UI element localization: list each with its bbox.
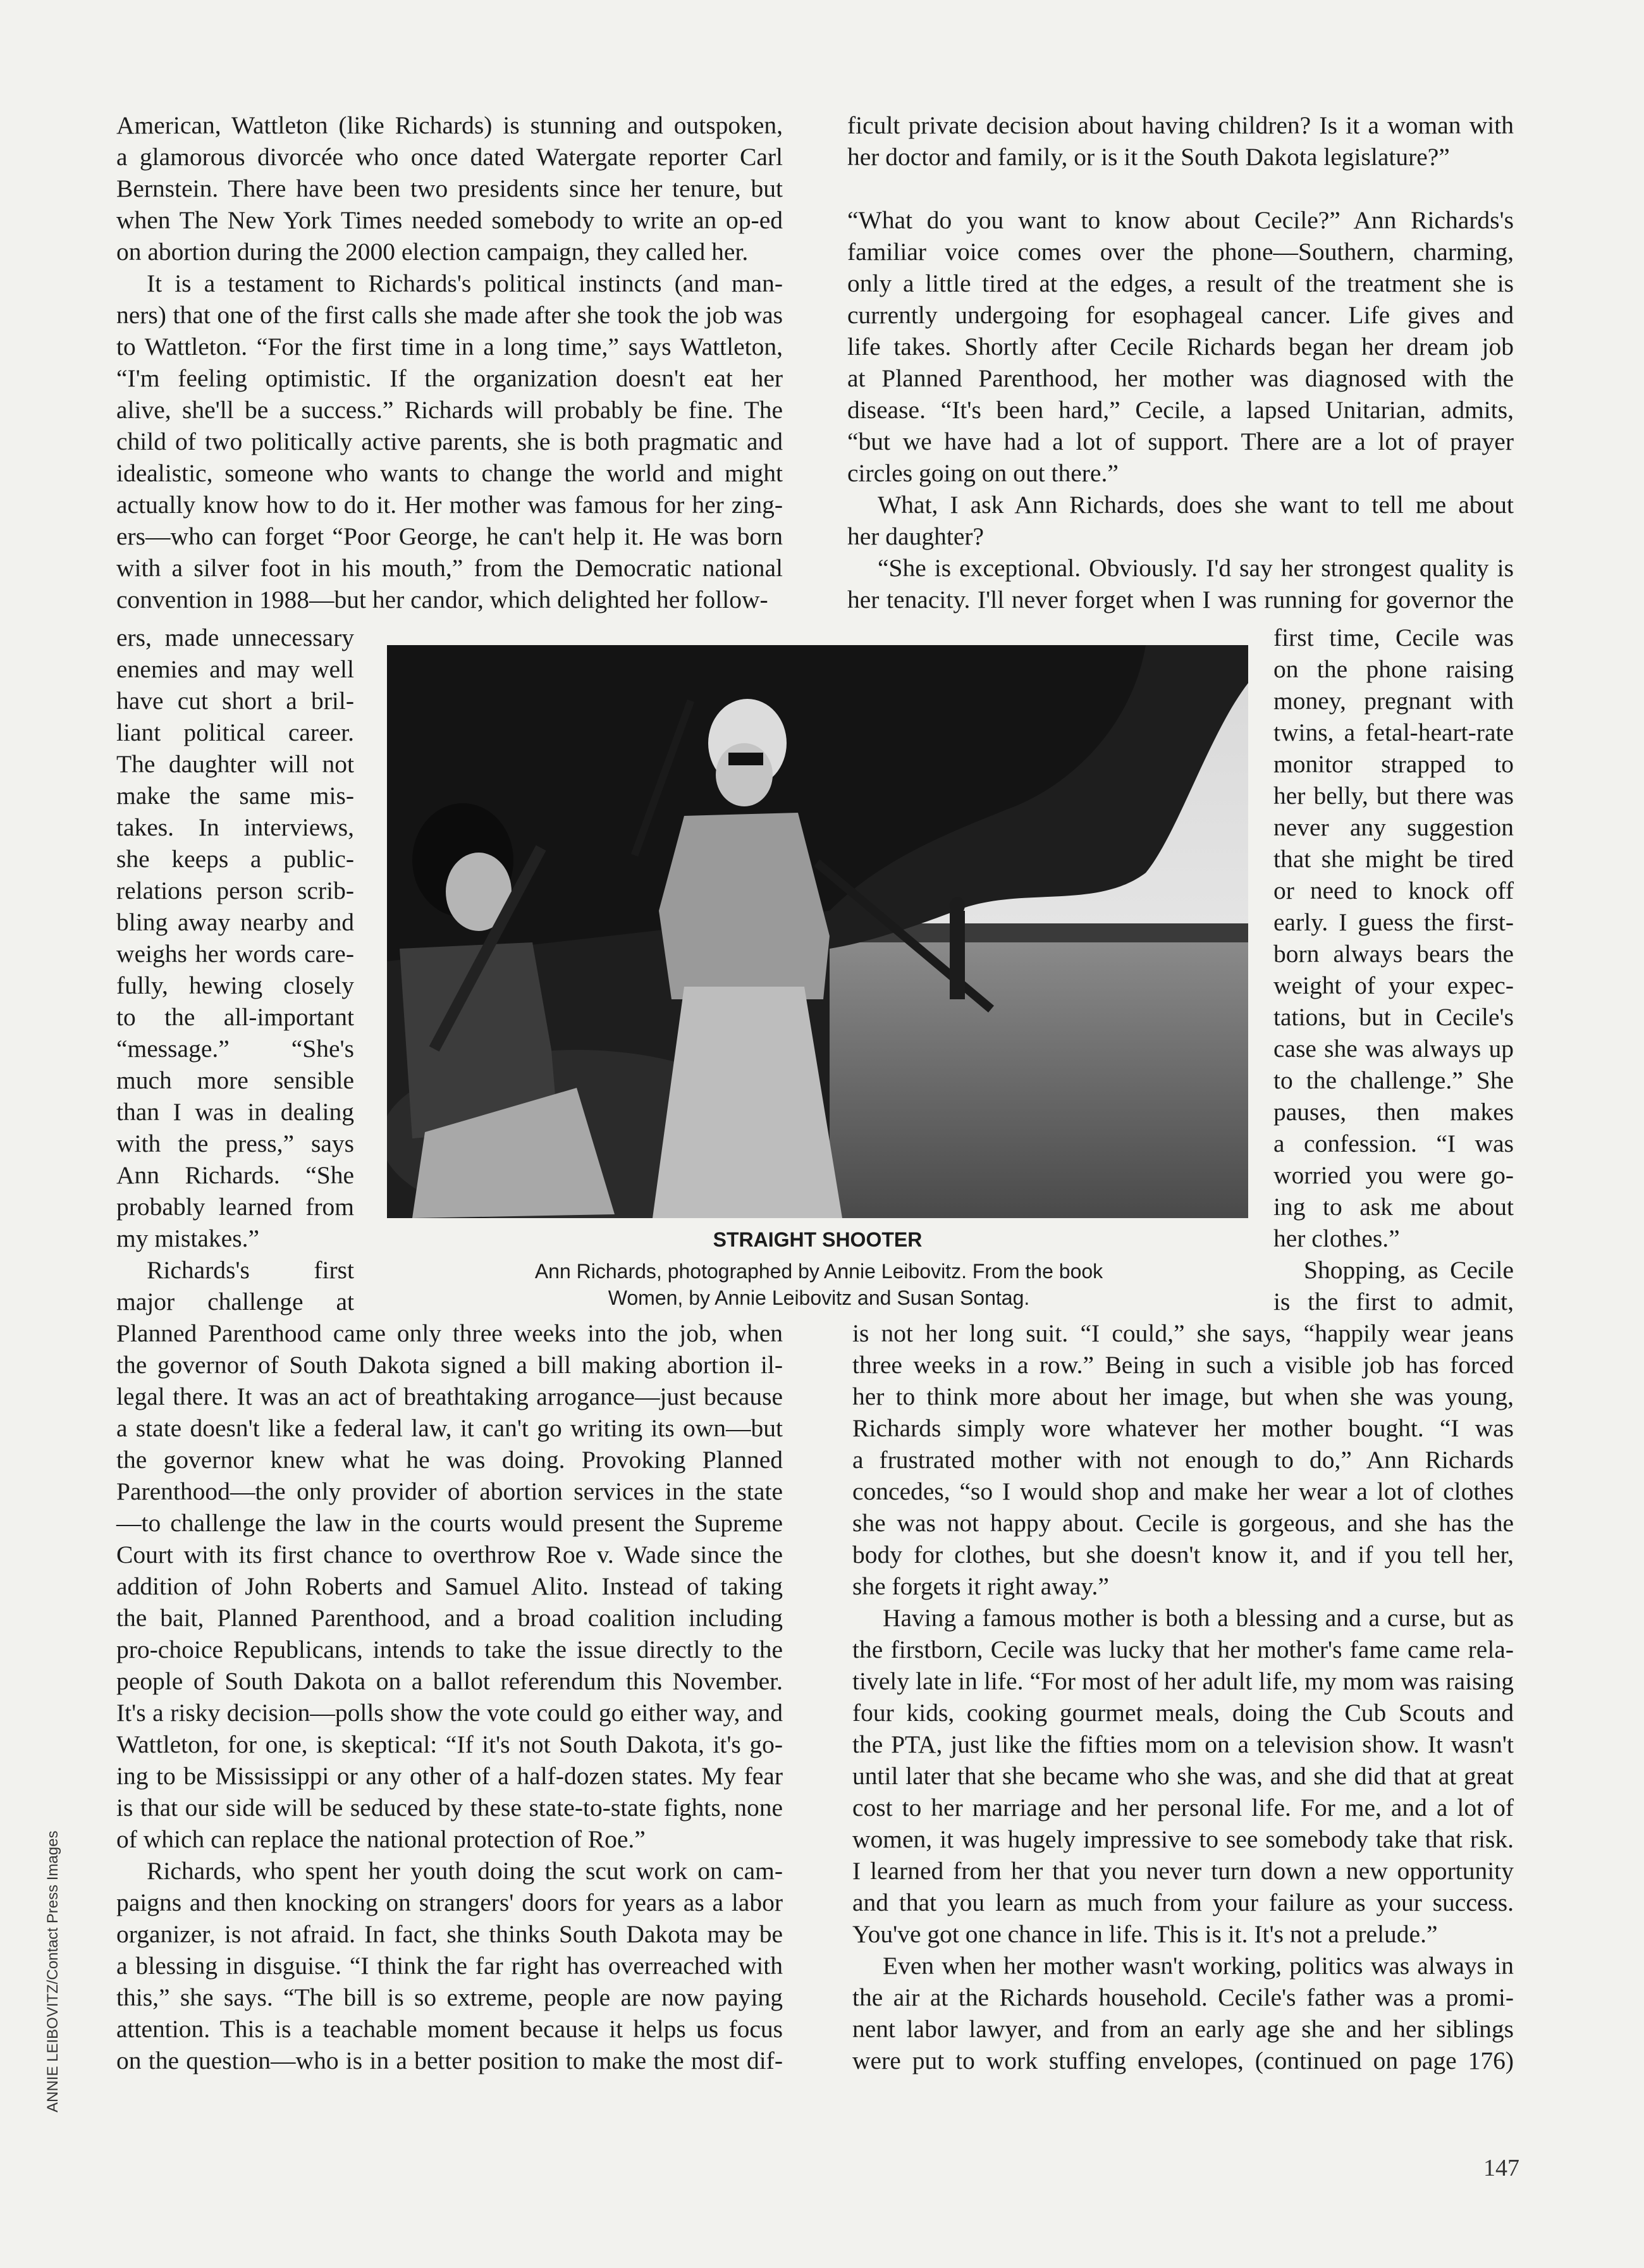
article-line: twins, a fetal-heart-rate — [1273, 718, 1514, 746]
article-line: “message.” “She's — [116, 1035, 354, 1063]
article-line: first time, Cecile was — [1273, 624, 1514, 651]
article-line: is the first to admit, — [1273, 1288, 1514, 1316]
article-line: actually know how to do it. Her mother was famous for her zing- — [116, 491, 783, 519]
article-line: Ann Richards. “She — [116, 1161, 354, 1189]
article-line: the PTA, just like the fifties mom on a television show. It wasn't — [852, 1730, 1514, 1758]
article-line: nent labor lawyer, and from an early age she and her siblings — [852, 2015, 1514, 2043]
article-line: Wattleton, for one, is skeptical: “If it's not South Dakota, it's go- — [116, 1730, 783, 1758]
article-line: concedes, “so I would shop and make her wear a lot of clothes — [852, 1477, 1514, 1505]
article-line: Bernstein. There have been two presidents since her tenure, but — [116, 175, 783, 202]
article-line: “She is exceptional. Obviously. I'd say her strongest quality is — [878, 554, 1514, 582]
article-line: her doctor and family, or is it the South Dakota legislature?” — [847, 143, 1450, 171]
article-line: and that you learn as much from your failure as your success. — [852, 1889, 1514, 1916]
article-line: ficult private decision about having children? Is it a woman with — [847, 111, 1514, 139]
article-line: her to think more about her image, but when she was young, — [852, 1383, 1514, 1410]
article-line: currently undergoing for esophageal cancer. Life gives and — [847, 301, 1514, 329]
article-line: enemies and may well — [116, 655, 354, 683]
article-line: fully, hewing closely — [116, 971, 354, 999]
article-line: she keeps a public- — [116, 845, 354, 873]
article-line: relations person scrib- — [116, 877, 354, 904]
article-line: on abortion during the 2000 election campaign, they called her. — [116, 238, 749, 266]
article-line: case she was always up — [1273, 1035, 1514, 1063]
article-line: her tenacity. I'll never forget when I was running for governor the — [847, 586, 1514, 613]
article-line: money, pregnant with — [1273, 687, 1514, 715]
article-line: make the same mis- — [116, 782, 354, 810]
article-line: probably learned from — [116, 1193, 354, 1221]
article-line: weighs her words care- — [116, 940, 354, 968]
article-line: major challenge at — [116, 1288, 354, 1316]
article-line: organizer, is not afraid. In fact, she thinks South Dakota may be — [116, 1920, 783, 1948]
article-line: that she might be tired — [1273, 845, 1514, 873]
article-line: child of two politically active parents, she is both pragmatic and — [116, 428, 783, 455]
article-line: her clothes.” — [1273, 1224, 1400, 1252]
article-line: ers—who can forget “Poor George, he can't help it. He was born — [116, 522, 783, 550]
article-line: never any suggestion — [1273, 813, 1514, 841]
article-line: I learned from her that you never turn down a new opportunity — [852, 1857, 1514, 1885]
article-line: of which can replace the national protection of Roe.” — [116, 1825, 646, 1853]
article-line: much more sensible — [116, 1066, 354, 1094]
article-line: legal there. It was an act of breathtaking arrogance—just because — [116, 1383, 783, 1410]
article-line: cost to her marriage and her personal life. For me, and a lot of — [852, 1794, 1514, 1821]
article-line: to Wattleton. “For the first time in a long time,” says Wattleton, — [116, 333, 783, 361]
article-line: ners) that one of the first calls she made after she took the job was — [116, 301, 783, 329]
article-line: life takes. Shortly after Cecile Richards began her dream job — [847, 333, 1514, 361]
article-line: liant political career. — [116, 718, 354, 746]
article-line: people of South Dakota on a ballot referendum this November. — [116, 1667, 783, 1695]
article-line: ing to ask me about — [1273, 1193, 1514, 1221]
article-line: a state doesn't like a federal law, it can't go writing its own—but — [116, 1414, 783, 1442]
article-line: to the all-important — [116, 1003, 354, 1031]
article-line: a frustrated mother with not enough to do,” Ann Richards — [852, 1446, 1514, 1474]
article-line: until later that she became who she was, and she did that at great — [852, 1762, 1514, 1790]
article-line: she forgets it right away.” — [852, 1572, 1109, 1600]
article-line: —to challenge the law in the courts would present the Supreme — [116, 1509, 783, 1537]
article-line: the firstborn, Cecile was lucky that her mother's fame came rela- — [852, 1636, 1514, 1663]
article-line: ers, made unnecessary — [116, 624, 354, 651]
article-line: What, I ask Ann Richards, does she want to tell me about — [878, 491, 1514, 519]
article-line: paigns and then knocking on strangers' doors for years as a labor — [116, 1889, 783, 1916]
article-line: addition of John Roberts and Samuel Alito. Instead of taking — [116, 1572, 783, 1600]
article-line: her daughter? — [847, 522, 985, 550]
article-line: circles going on out there.” — [847, 459, 1119, 487]
article-line: at Planned Parenthood, her mother was diagnosed with the — [847, 364, 1514, 392]
article-line: “but we have had a lot of support. There are a lot of prayer — [847, 428, 1514, 455]
article-line: is not her long suit. “I could,” she says, “happily wear jeans — [852, 1319, 1514, 1347]
article-line: only a little tired at the edges, a result of the treatment she is — [847, 269, 1514, 297]
article-line: a confession. “I was — [1273, 1130, 1514, 1157]
article-line: have cut short a bril- — [116, 687, 354, 715]
article-line: You've got one chance in life. This is it. It's not a prelude.” — [852, 1920, 1438, 1948]
page-number: 147 — [1483, 2155, 1519, 2181]
article-line: pro-choice Republicans, intends to take the issue directly to the — [116, 1636, 783, 1663]
article-line: tations, but in Cecile's — [1273, 1003, 1514, 1031]
photo-image — [387, 645, 1248, 1218]
article-line: idealistic, someone who wants to change the world and might — [116, 459, 783, 487]
article-line: pauses, then makes — [1273, 1098, 1514, 1126]
article-line: Richards simply wore whatever her mother bought. “I was — [852, 1414, 1514, 1442]
article-line: convention in 1988—but her candor, which delighted her follow- — [116, 586, 768, 613]
article-line: the governor of South Dakota signed a bill making abortion il- — [116, 1351, 783, 1379]
article-line: with a silver foot in his mouth,” from the Democratic national — [116, 554, 783, 582]
article-photo — [387, 645, 1248, 1218]
article-line: a glamorous divorcée who once dated Watergate reporter Carl — [116, 143, 783, 171]
article-line: the governor knew what he was doing. Provoking Planned — [116, 1446, 783, 1474]
article-line: Planned Parenthood came only three weeks into the job, when — [116, 1319, 783, 1347]
article-line: “I'm feeling optimistic. If the organization doesn't eat her — [116, 364, 783, 392]
article-line: the air at the Richards household. Cecile's father was a promi- — [852, 1983, 1514, 2011]
article-line: body for clothes, but she doesn't know it, and if you tell her, — [852, 1541, 1514, 1568]
article-line: on the question—who is in a better position to make the most dif- — [116, 2047, 783, 2074]
article-line: on the phone raising — [1273, 655, 1514, 683]
article-line: four kids, cooking gourmet meals, doing the Cub Scouts and — [852, 1699, 1514, 1727]
article-line: women, it was hugely impressive to see somebody take that risk. — [852, 1825, 1514, 1853]
article-line: monitor strapped to — [1273, 750, 1514, 778]
article-line: Having a famous mother is both a blessing and a curse, but as — [883, 1604, 1514, 1632]
article-line: It's a risky decision—polls show the vote could go either way, and — [116, 1699, 783, 1727]
article-line: or need to knock off — [1273, 877, 1514, 904]
article-line: It is a testament to Richards's political instincts (and man- — [147, 269, 783, 297]
article-line: American, Wattleton (like Richards) is stunning and outspoken, — [116, 111, 783, 139]
article-line: were put to work stuffing envelopes, (continued on page 176) — [852, 2047, 1514, 2074]
article-line: Richards's first — [147, 1256, 354, 1284]
article-line: born always bears the — [1273, 940, 1514, 968]
article-line: with the press,” says — [116, 1130, 354, 1157]
article-line: worried you were go- — [1273, 1161, 1514, 1189]
photo-caption-title: STRAIGHT SHOOTER — [713, 1228, 923, 1251]
article-line: my mistakes.” — [116, 1224, 259, 1252]
article-line: ing to be Mississippi or any other of a half-dozen states. My fear — [116, 1762, 783, 1790]
article-line: Parenthood—the only provider of abortion services in the state — [116, 1477, 783, 1505]
article-line: disease. “It's been hard,” Cecile, a lapsed Unitarian, admits, — [847, 396, 1514, 424]
caption-line: Ann Richards, photographed by Annie Leibovitz. From the book — [534, 1260, 1103, 1283]
article-line: the bait, Planned Parenthood, and a broad coalition including — [116, 1604, 783, 1632]
article-line: three weeks in a row.” Being in such a visible job has forced — [852, 1351, 1514, 1379]
article-line: this,” she says. “The bill is so extreme, people are now paying — [116, 1983, 783, 2011]
article-line: weight of your expec- — [1273, 971, 1514, 999]
article-line: a blessing in disguise. “I think the far right has overreached with — [116, 1952, 783, 1980]
article-line: early. I guess the first- — [1273, 908, 1514, 936]
article-line: tively late in life. “For most of her adult life, my mom was raising — [852, 1667, 1514, 1695]
photo-credit: ANNIE LEIBOVITZ/Contact Press Images — [44, 1830, 61, 2112]
article-line: alive, she'll be a success.” Richards will probably be fine. The — [116, 396, 783, 424]
article-line: familiar voice comes over the phone—Southern, charming, — [847, 238, 1514, 266]
article-line: Court with its first chance to overthrow Roe v. Wade since the — [116, 1541, 783, 1568]
article-line: The daughter will not — [116, 750, 354, 778]
caption-line: Women, by Annie Leibovitz and Susan Sontag. — [608, 1286, 1030, 1309]
article-line: to the challenge.” She — [1273, 1066, 1514, 1094]
article-line: Even when her mother wasn't working, politics was always in — [883, 1952, 1514, 1980]
article-line: when The New York Times needed somebody to write an op-ed — [116, 206, 783, 234]
article-line: is that our side will be seduced by these state-to-state fights, none — [116, 1794, 783, 1821]
article-line: takes. In interviews, — [116, 813, 354, 841]
article-line: her belly, but there was — [1273, 782, 1514, 810]
article-line: Richards, who spent her youth doing the scut work on cam- — [147, 1857, 783, 1885]
article-line: Shopping, as Cecile — [1304, 1256, 1514, 1284]
article-line: “What do you want to know about Cecile?” Ann Richards's — [847, 206, 1514, 234]
article-line: attention. This is a teachable moment because it helps us focus — [116, 2015, 783, 2043]
article-line: than I was in dealing — [116, 1098, 354, 1126]
article-line: she was not happy about. Cecile is gorgeous, and she has the — [852, 1509, 1514, 1537]
article-line: bling away nearby and — [116, 908, 354, 936]
